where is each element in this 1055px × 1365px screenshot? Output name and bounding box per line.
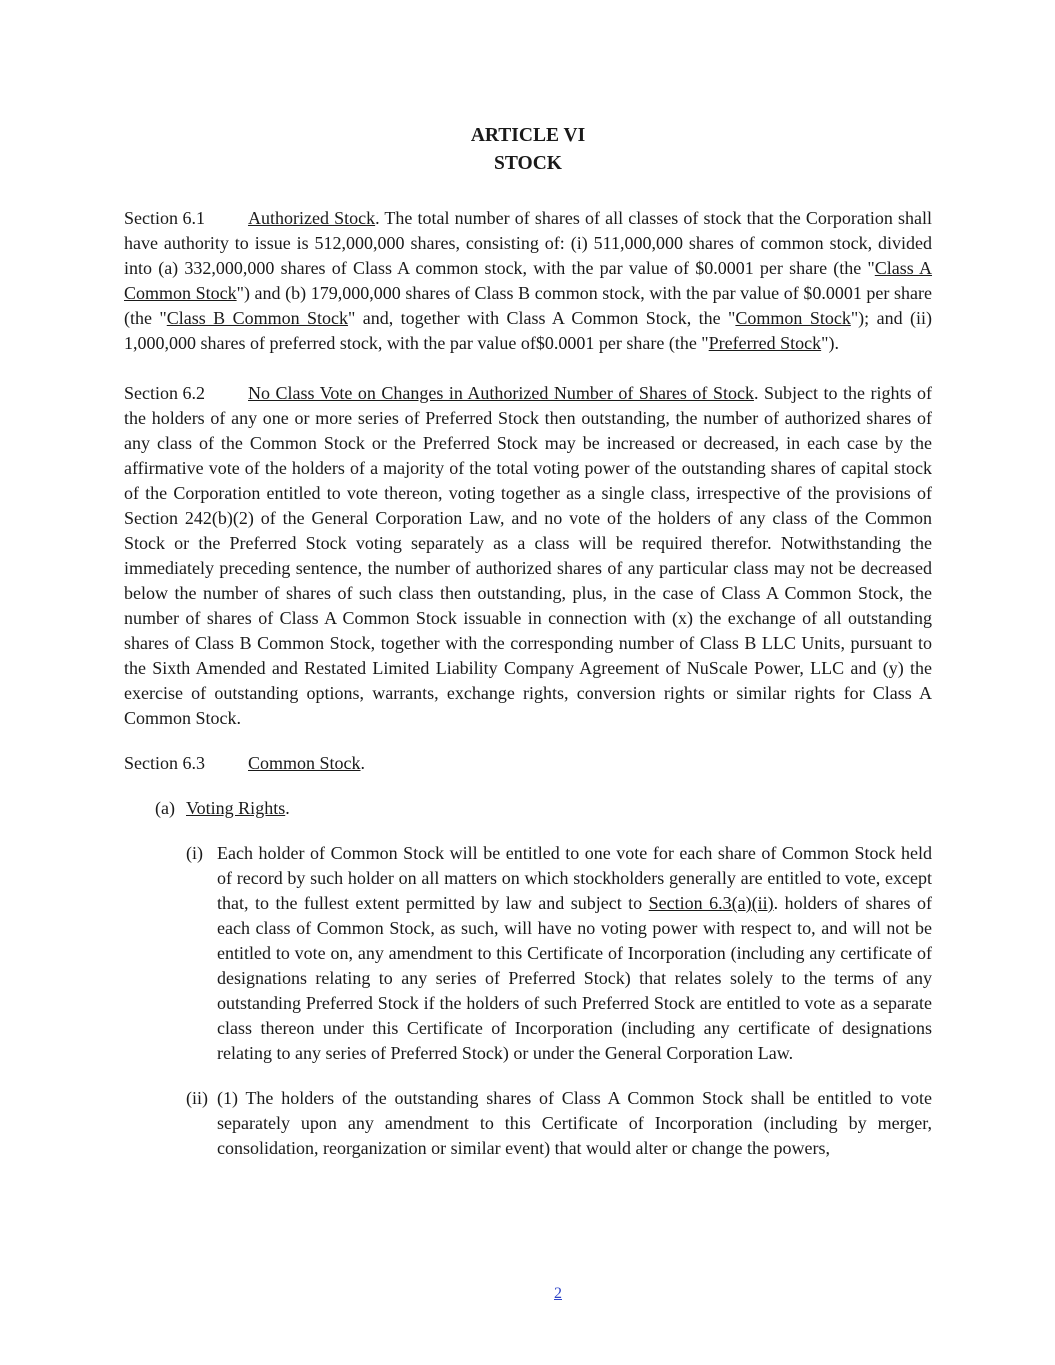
subsection-label: (a): [155, 798, 175, 818]
clause-label: (ii): [186, 1088, 208, 1108]
section-number: Section 6.2: [124, 383, 205, 403]
clause-ii: [186, 1086, 932, 1161]
subsection-a: (a) Voting Rights.: [155, 796, 932, 821]
section-text: ").: [821, 333, 839, 353]
section-heading: No Class Vote on Changes in Authorized Number of Shares of Stock: [248, 383, 754, 403]
defined-term: Preferred Stock: [708, 333, 822, 353]
article-number: ARTICLE VI: [470, 125, 586, 146]
clause-text: (1) The holders of the outstanding shares of Class A Common Stock shall be entitled to vote separately upon any amendment to this Certificate of Incorporation (including by merger, consolidation, reorganization or similar event) that would alter or change the powers,: [217, 1088, 932, 1158]
section-heading: Common Stock: [248, 753, 361, 773]
section-6-3: Section 6.3 Common Stock.: [124, 751, 932, 776]
page-number[interactable]: 2: [554, 1285, 562, 1302]
section-6-1: [124, 206, 932, 356]
section-number: Section 6.3: [124, 753, 205, 773]
section-text: " and, together with Class A Common Stock, the ": [348, 308, 736, 328]
defined-term: Class B Common Stock: [166, 308, 349, 328]
cross-reference: Section 6.3(a)(ii): [648, 893, 774, 913]
defined-term: Class A Common Stock: [124, 258, 933, 303]
section-heading: Authorized Stock: [248, 208, 376, 228]
section-number: Section 6.1: [124, 208, 205, 228]
section-text: "); and (ii) 1,000,000 shares of preferred stock, with the par value of$0.0001 per share (the ": [124, 308, 932, 353]
defined-term: Common Stock: [735, 308, 851, 328]
document-page: [124, 122, 932, 1161]
section-text: . The total number of shares of all classes of stock that the Corporation shall have authority to issue is 512,000,000 shares, consisting of: (i) 511,000,000 shares of common stock, divided into (a) 332,000,000 shares of Class A common stock, with the par value of $0.0001 per share (the ": [124, 208, 932, 278]
article-title: STOCK: [494, 153, 562, 174]
section-6-2: [124, 381, 932, 731]
subsection-heading: Voting Rights: [186, 798, 286, 818]
section-text: . Subject to the rights of the holders of any one or more series of Preferred Stock then outstanding, the number of authorized shares of any class of the Common Stock or the Preferred Stock may be increased or decreased, in each case by the affirmative vote of the holders of a majority of the total voting power of the outstanding shares of capital stock of the Corporation entitled to vote thereon, voting together as a single class, irrespective of the provisions of Section 242(b)(2) of the General Corporation Law, and no vote of the holders of any class of the Common Stock or the Preferred Stock voting separately as a class will be required therefor. Notwithstanding the immediately preceding sentence, the number of authorized shares of any particular class may not be decreased below the number of shares of such class then outstanding, plus, in the case of Class A Common Stock, the number of shares of Class A Common Stock issuable in connection with (x) the exchange of all outstanding shares of Class B Common Stock, together with the corresponding number of Class B LLC Units, pursuant to the Sixth Amended and Restated Limited Liability Company Agreement of NuScale Power, LLC and (y) the exercise of outstanding options, warrants, exchange rights, conversion rights or similar rights for Class A Common Stock.: [124, 383, 933, 728]
clause-i: [186, 841, 932, 1066]
section-text: ") and (b) 179,000,000 shares of Class B common stock, with the par value of $0.0001 per share (the ": [124, 283, 932, 328]
clause-label: (i): [186, 843, 203, 863]
article-heading: [124, 122, 932, 178]
clause-text: Each holder of Common Stock will be entitled to one vote for each share of Common Stock held of record by such holder on all matters on which stockholders generally are entitled to vote, except that, to the fullest extent permitted by law and subject to Section 6.3(a)(ii). holders of shares of each class of Common Stock, as such, will have no voting power with respect to, and will not be entitled to vote on, any amendment to this Certificate of Incorporation (including any certificate of designations relating to any series of Preferred Stock) that relates solely to the terms of any outstanding Preferred Stock if the holders of such Preferred Stock are entitled to vote as a separate class thereon under this Certificate of Incorporation (including any certificate of designations relating to any series of Preferred Stock) or under the General Corporation Law.: [217, 843, 932, 1063]
